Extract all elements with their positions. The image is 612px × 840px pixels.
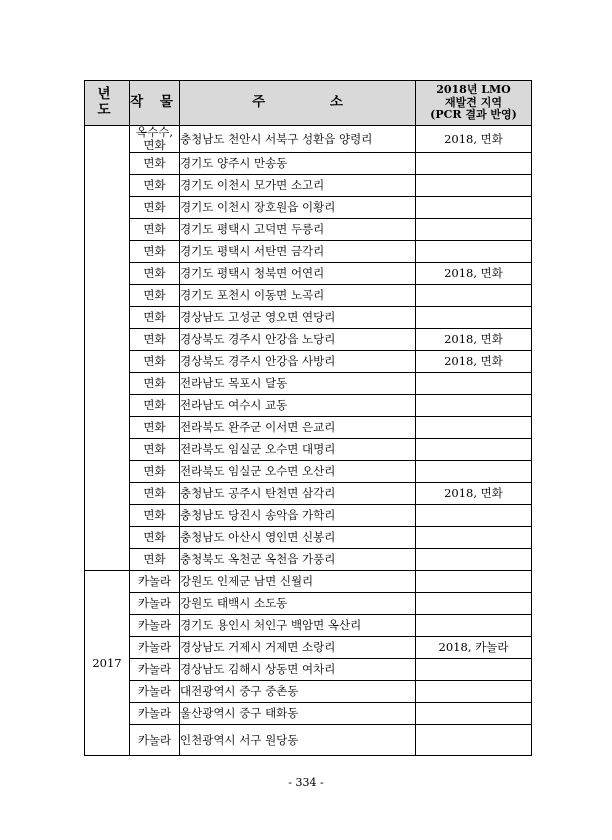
result-cell: 2018, 카놀라: [416, 637, 532, 659]
result-cell: [416, 241, 532, 263]
year-cell-group2: 2017: [85, 571, 130, 756]
table-row: [85, 219, 532, 241]
result-cell: [416, 615, 532, 637]
table-row: [85, 593, 532, 615]
table-body: [85, 81, 532, 756]
address-cell: 경기도 이천시 모가면 소고리: [180, 175, 416, 197]
table-row: [85, 373, 532, 395]
address-cell: 경기도 용인시 처인구 백암면 옥산리: [180, 615, 416, 637]
result-cell: 2018, 면화: [416, 483, 532, 505]
crop-cell: 카놀라: [130, 703, 180, 725]
address-cell: 경상남도 김해시 상동면 여차리: [180, 659, 416, 681]
crop-cell: 면화: [130, 527, 180, 549]
header-result-line2: 재발견 지역: [445, 95, 502, 109]
table-row: [85, 307, 532, 329]
crop-cell: 면화: [130, 285, 180, 307]
table-row: [85, 659, 532, 681]
result-cell: [416, 395, 532, 417]
table-row: [85, 351, 532, 373]
crop-cell: 면화: [130, 483, 180, 505]
result-cell: 2018, 면화: [416, 263, 532, 285]
table-header-row: [85, 81, 532, 126]
crop-cell: 면화: [130, 417, 180, 439]
result-cell: [416, 307, 532, 329]
result-cell: 2018, 면화: [416, 126, 532, 153]
lmo-site-table: [84, 80, 532, 756]
header-result-line1: 2018년 LMO: [436, 83, 511, 97]
table-row: [85, 461, 532, 483]
result-cell: [416, 285, 532, 307]
table-row: [85, 505, 532, 527]
address-cell: 경상남도 거제시 거제면 소랑리: [180, 637, 416, 659]
table-row: [85, 549, 532, 571]
page-number: - 334 -: [288, 776, 324, 789]
table-row: [85, 527, 532, 549]
result-cell: [416, 417, 532, 439]
table-row: [85, 126, 532, 153]
result-cell: 2018, 면화: [416, 329, 532, 351]
crop-cell: 면화: [130, 263, 180, 285]
header-year: 년 도: [85, 81, 130, 126]
crop-cell: 면화: [130, 175, 180, 197]
crop-cell: 면화: [130, 505, 180, 527]
crop-cell: 카놀라: [130, 571, 180, 593]
table-row: [85, 241, 532, 263]
address-cell: 경기도 평택시 고덕면 두릉리: [180, 219, 416, 241]
result-cell: [416, 373, 532, 395]
result-cell: [416, 153, 532, 175]
crop-cell: 면화: [130, 351, 180, 373]
result-cell: [416, 725, 532, 756]
result-cell: [416, 219, 532, 241]
result-cell: [416, 527, 532, 549]
address-cell: 경기도 평택시 서탄면 금각리: [180, 241, 416, 263]
table-row: [85, 725, 532, 756]
crop-cell: 면화: [130, 197, 180, 219]
crop-cell: 면화: [130, 395, 180, 417]
crop-cell: 카놀라: [130, 681, 180, 703]
table-row: [85, 329, 532, 351]
address-cell: 충청남도 당진시 송악읍 가학리: [180, 505, 416, 527]
address-cell: 전라북도 임실군 오수면 오산리: [180, 461, 416, 483]
result-cell: [416, 175, 532, 197]
address-cell: 경기도 포천시 이동면 노곡리: [180, 285, 416, 307]
crop-cell: 면화: [130, 549, 180, 571]
table-row: [85, 175, 532, 197]
result-cell: [416, 703, 532, 725]
address-cell: 대전광역시 중구 중촌동: [180, 681, 416, 703]
year-cell-group1: [85, 126, 130, 571]
address-cell: 경상남도 고성군 영오면 연당리: [180, 307, 416, 329]
crop-cell: 면화: [130, 461, 180, 483]
header-address: 주 소: [180, 81, 416, 126]
crop-cell: 카놀라: [130, 593, 180, 615]
crop-cell: 카놀라: [130, 659, 180, 681]
table-row: [85, 395, 532, 417]
table-row: [85, 483, 532, 505]
address-cell: 경기도 양주시 만송동: [180, 153, 416, 175]
address-cell: 경상북도 경주시 안강읍 사방리: [180, 351, 416, 373]
address-cell: 인천광역시 서구 원당동: [180, 725, 416, 756]
crop-cell: 면화: [130, 307, 180, 329]
crop-line: 면화: [143, 138, 166, 153]
address-cell: 충청남도 아산시 영인면 신봉리: [180, 527, 416, 549]
crop-cell: [130, 126, 180, 153]
table-row: [85, 703, 532, 725]
crop-cell: 면화: [130, 219, 180, 241]
table-row: [85, 615, 532, 637]
table-row: [85, 197, 532, 219]
crop-cell: 면화: [130, 373, 180, 395]
address-cell: 전라남도 목포시 달동: [180, 373, 416, 395]
address-cell: 전라북도 임실군 오수면 대명리: [180, 439, 416, 461]
crop-cell: 면화: [130, 329, 180, 351]
address-cell: 경기도 평택시 청북면 어연리: [180, 263, 416, 285]
address-cell: 충청남도 공주시 탄천면 삼각리: [180, 483, 416, 505]
crop-cell: 카놀라: [130, 615, 180, 637]
address-cell: 충청남도 천안시 서북구 성환읍 양령리: [180, 126, 416, 153]
address-cell: 울산광역시 중구 태화동: [180, 703, 416, 725]
table-row: [85, 571, 532, 593]
result-cell: [416, 659, 532, 681]
crop-cell: 카놀라: [130, 725, 180, 756]
table-row: [85, 285, 532, 307]
crop-line: 옥수수,: [136, 125, 173, 139]
address-cell: 전라북도 완주군 이서면 은교리: [180, 417, 416, 439]
result-cell: [416, 505, 532, 527]
address-cell: 경상북도 경주시 안강읍 노당리: [180, 329, 416, 351]
address-cell: 경기도 이천시 장호원읍 이황리: [180, 197, 416, 219]
crop-cell: 면화: [130, 439, 180, 461]
address-cell: 충청북도 옥천군 옥천읍 가풍리: [180, 549, 416, 571]
table-row: [85, 153, 532, 175]
header-result-line3: (PCR 결과 반영): [430, 108, 517, 122]
table-row: [85, 439, 532, 461]
result-cell: [416, 681, 532, 703]
result-cell: [416, 461, 532, 483]
crop-cell: 면화: [130, 153, 180, 175]
result-cell: [416, 549, 532, 571]
header-result: [416, 81, 532, 126]
address-cell: 강원도 태백시 소도동: [180, 593, 416, 615]
table-row: [85, 637, 532, 659]
result-cell: [416, 439, 532, 461]
result-cell: 2018, 면화: [416, 351, 532, 373]
address-cell: 전라남도 여수시 교동: [180, 395, 416, 417]
result-cell: [416, 571, 532, 593]
table-row: [85, 417, 532, 439]
table-row: [85, 263, 532, 285]
crop-cell: 카놀라: [130, 637, 180, 659]
result-cell: [416, 197, 532, 219]
result-cell: [416, 593, 532, 615]
address-cell: 강원도 인제군 남면 신월리: [180, 571, 416, 593]
header-crop: 작 물: [130, 81, 180, 126]
crop-cell: 면화: [130, 241, 180, 263]
table-row: [85, 681, 532, 703]
